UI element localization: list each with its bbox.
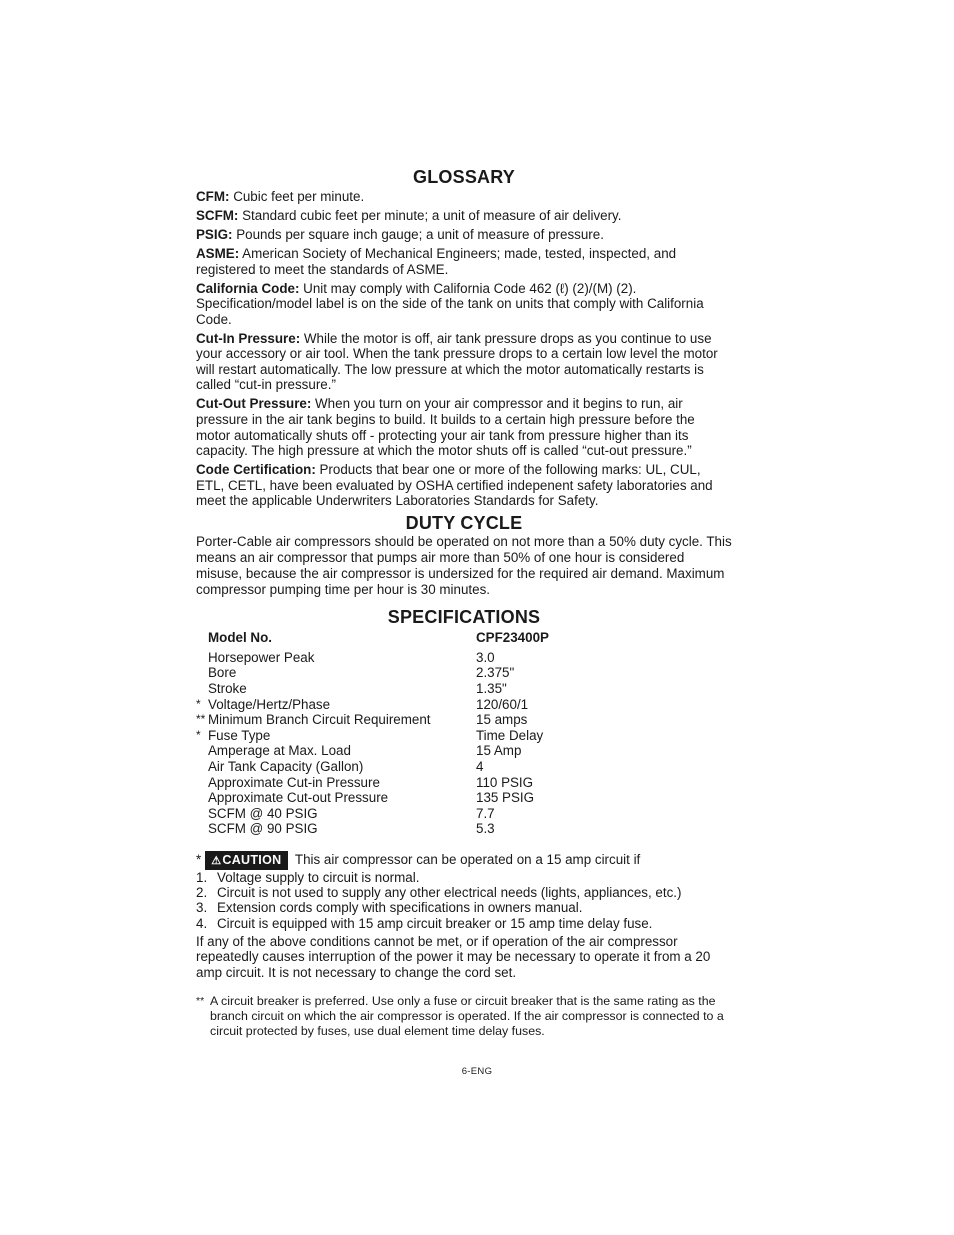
spec-mark <box>196 806 208 822</box>
spec-row <box>196 712 549 728</box>
glossary-term: Cut-In Pressure: <box>196 330 301 346</box>
spec-mark <box>196 650 208 666</box>
spec-label: Voltage/Hertz/Phase <box>208 696 331 712</box>
spec-mark <box>196 775 208 791</box>
spec-row <box>196 665 549 681</box>
glossary-entry <box>196 396 732 458</box>
glossary-list <box>196 189 732 509</box>
spec-row <box>196 821 549 837</box>
spec-mark <box>196 681 208 697</box>
glossary-definition: When you turn on your air compressor and it begins to run, air pressure in the air tank begins to build. It builds to a certain high pressure before the motor automatically shuts off - protecting your air tank from pressure higher than its capacity. The high pressure at which the motor shuts off is called “cut-out pressure.” <box>196 396 695 459</box>
spec-value: 4 <box>476 758 484 774</box>
spec-row <box>196 806 549 822</box>
spec-mark <box>196 759 208 775</box>
glossary-term: SCFM: <box>196 207 239 223</box>
duty-cycle-text: Porter-Cable air compressors should be operated on not more than a 50% duty cycle. This means an air compressor that pumps air more than 50% of one hour is considered misuse, because the air compressor is undersized for the required air demand. Maximum compressor pumping time per hour is 30 minutes. <box>196 534 732 597</box>
condition-number: 4. <box>196 915 208 931</box>
spec-label: Horsepower Peak <box>208 649 315 665</box>
glossary-entry <box>196 462 732 509</box>
spec-value: 2.375" <box>476 665 515 681</box>
spec-value: Time Delay <box>476 727 544 743</box>
glossary-definition: While the motor is off, air tank pressure drops as you continue to use your accessory or air tool. When the tank pressure drops to a certain low level the motor will restart automatically. The low pressure at which the motor automatically restarts is called “cut-in pressure.” <box>196 330 718 393</box>
footnote <box>196 994 732 1040</box>
spec-label: Approximate Cut-in Pressure <box>208 774 380 790</box>
spec-value: 15 amps <box>476 712 528 728</box>
caution-condition <box>196 885 732 900</box>
spec-value: 110 PSIG <box>476 774 534 790</box>
spec-header-row <box>196 630 549 650</box>
spec-mark: * <box>196 727 201 742</box>
spec-mark <box>196 790 208 806</box>
spec-mark <box>196 630 208 650</box>
spec-label: Fuse Type <box>208 727 271 743</box>
glossary-entry <box>196 281 732 328</box>
spec-row <box>196 728 549 744</box>
glossary-term: California Code: <box>196 280 300 296</box>
spec-label: Amperage at Max. Load <box>208 743 351 759</box>
spec-value: 120/60/1 <box>476 696 529 712</box>
footnote-mark: ** <box>196 994 205 1007</box>
spec-label: SCFM @ 40 PSIG <box>208 805 318 821</box>
caution-condition <box>196 916 732 931</box>
caution-label: CAUTION <box>222 852 282 867</box>
glossary-heading: GLOSSARY <box>413 167 515 187</box>
glossary-term: CFM: <box>196 189 230 204</box>
caution-statement <box>196 851 732 870</box>
spec-value: 135 PSIG <box>476 790 535 806</box>
spec-label: Approximate Cut-out Pressure <box>208 790 389 806</box>
spec-label: Minimum Branch Circuit Requirement <box>208 712 431 728</box>
caution-conditions-list <box>196 870 732 931</box>
caution-badge <box>205 851 288 870</box>
spec-mark <box>196 665 208 681</box>
spec-row <box>196 743 549 759</box>
glossary-entry <box>196 227 732 243</box>
caution-condition <box>196 870 732 885</box>
spec-mark <box>196 743 208 759</box>
condition-number: 2. <box>196 885 208 901</box>
condition-text: Voltage supply to circuit is normal. <box>217 869 420 885</box>
spec-row <box>196 759 549 775</box>
glossary-term: Cut-Out Pressure: <box>196 396 312 412</box>
specifications-heading: SPECIFICATIONS <box>387 607 541 628</box>
spec-value: 5.3 <box>476 821 495 837</box>
caution-condition <box>196 900 732 915</box>
glossary-definition: Unit may comply with California Code 462 (ℓ) (2)/(M) (2). Specification/model label is on the side of the tank on units that comply with California Code. <box>196 280 704 327</box>
spec-row <box>196 790 549 806</box>
spec-row <box>196 775 549 791</box>
glossary-definition: Standard cubic feet per minute; a unit of measure of air delivery. <box>238 207 622 223</box>
spec-header-label: Model No. <box>208 630 272 646</box>
footnote-text: A circuit breaker is preferred. Use only a fuse or circuit breaker that is the same rating as the branch circuit on which the air compressor is operated. If the air compressor is connected to a circuit protected by fuses, use dual element time delay fuses. <box>210 993 724 1039</box>
spec-header-value: CPF23400P <box>476 630 549 646</box>
spec-row <box>196 650 549 666</box>
glossary-definition: Products that bear one or more of the following marks: UL, CUL, ETL, CETL, have been evaluated by OSHA certified indepenent safety laboratories and meet the applicable Underwriters Laboratories Standards for Safety. <box>196 462 713 509</box>
glossary-definition: Pounds per square inch gauge; a unit of measure of pressure. <box>232 226 604 242</box>
caution-text: This air compressor can be operated on a 15 amp circuit if <box>291 851 641 867</box>
glossary-entry <box>196 246 732 277</box>
glossary-term: ASME: <box>196 245 240 261</box>
specifications-table <box>196 630 549 837</box>
glossary-definition: Cubic feet per minute. <box>229 189 365 204</box>
glossary-entry <box>196 208 732 224</box>
spec-label: SCFM @ 90 PSIG <box>208 821 318 837</box>
spec-mark: ** <box>196 712 206 727</box>
spec-value: 7.7 <box>476 805 495 821</box>
condition-number: 3. <box>196 900 208 916</box>
warning-triangle-icon: ⚠ <box>211 854 222 867</box>
glossary-entry <box>196 189 732 205</box>
page-number: 6-ENG <box>461 1066 493 1077</box>
condition-text: Circuit is not used to supply any other electrical needs (lights, appliances, etc.) <box>217 885 682 901</box>
condition-text: Extension cords comply with specifications in owners manual. <box>217 900 583 916</box>
spec-row <box>196 681 549 697</box>
glossary-entry <box>196 331 732 393</box>
condition-text: Circuit is equipped with 15 amp circuit breaker or 15 amp time delay fuse. <box>217 915 653 931</box>
spec-value: 3.0 <box>476 649 495 665</box>
spec-label: Air Tank Capacity (Gallon) <box>208 758 364 774</box>
duty-cycle-heading: DUTY CYCLE <box>405 513 523 534</box>
spec-value: 15 Amp <box>476 743 522 759</box>
manual-page <box>196 166 732 1039</box>
spec-label: Stroke <box>208 681 247 696</box>
glossary-term: Code Certification: <box>196 462 316 478</box>
caution-footnote-mark: * <box>196 851 202 867</box>
caution-followup-text: If any of the above conditions cannot be met, or if operation of the air compressor repeatedly causes interruption of the power it may be necessary to operate it from a 20 amp circuit. It is not necessary to change the cord set. <box>196 933 711 981</box>
spec-label: Bore <box>208 665 237 681</box>
glossary-term: PSIG: <box>196 226 233 242</box>
spec-mark: * <box>196 696 201 711</box>
spec-mark <box>196 821 208 837</box>
condition-number: 1. <box>196 869 208 885</box>
spec-value: 1.35" <box>476 681 507 696</box>
spec-row <box>196 697 549 713</box>
glossary-definition: American Society of Mechanical Engineers; made, tested, inspected, and registered to meet the standards of ASME. <box>196 245 677 277</box>
